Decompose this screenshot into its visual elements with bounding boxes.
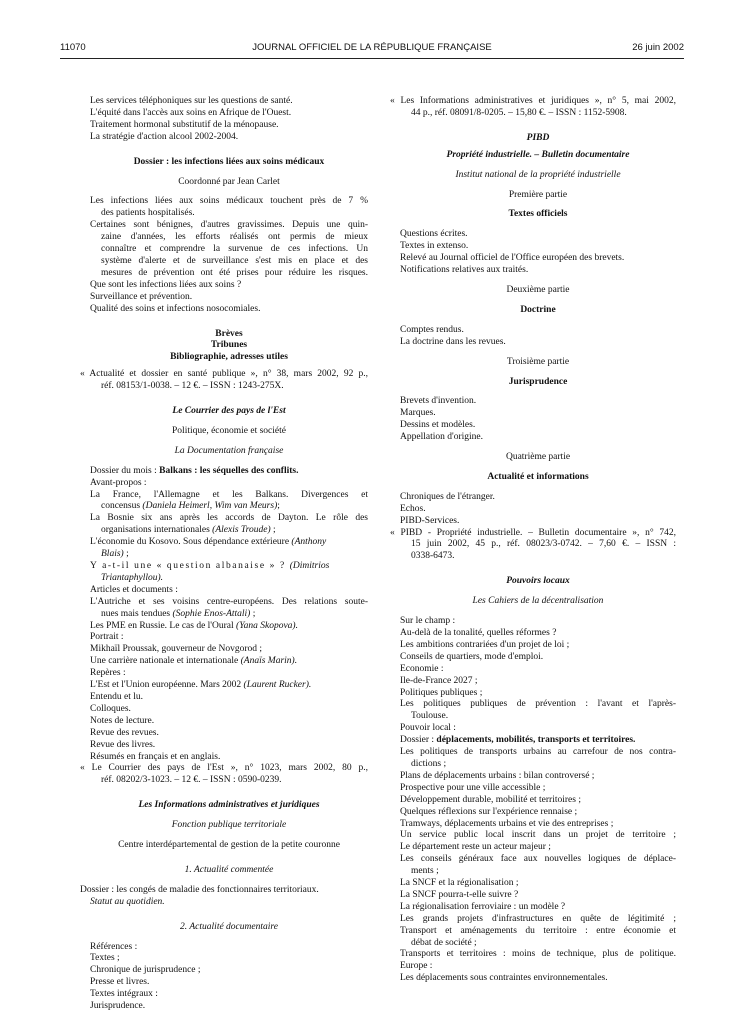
text-line xyxy=(90,680,368,692)
text-line: Textes intégraux : xyxy=(90,989,158,1000)
right-column xyxy=(390,96,676,985)
part-label: Quatrième partie xyxy=(505,452,571,463)
text-line: Avant-propos : xyxy=(90,477,147,488)
publication-subtitle: Fonction publique territoriale xyxy=(171,820,287,831)
part-title: Textes officiels xyxy=(508,209,568,220)
item-end: ; xyxy=(123,549,129,560)
text-line: Au-delà de la tonalité, quelles réformes ? xyxy=(400,628,557,638)
text-line: Plans de déplacements urbains : bilan controversé ; xyxy=(400,770,595,781)
publisher-name: La Documentation française xyxy=(174,445,284,456)
dossier-label: Dossier du mois : xyxy=(90,465,160,476)
text-line: Revue des livres. xyxy=(90,739,156,750)
publication-title: PIBD xyxy=(526,132,550,143)
publication-title: Pouvoirs locaux xyxy=(506,576,570,587)
text-line: Textes in extenso. xyxy=(400,241,469,252)
text-line: La France, l'Allemagne et les Balkans. Divergences et xyxy=(90,489,368,500)
text-line: Europe : xyxy=(400,961,433,972)
text-line: Statut au quotidien. xyxy=(90,896,165,907)
text-line: Certaines sont bénignes, d'autres gravissimes. Depuis une quin- xyxy=(90,220,368,231)
text-line: Que sont les infections liées aux soins ? xyxy=(90,279,242,290)
header-rule xyxy=(60,58,684,59)
text-line: Surveillance et prévention. xyxy=(90,291,193,302)
text-line: Notes de lecture. xyxy=(90,715,155,726)
text-line: Sur le champ : xyxy=(400,616,456,627)
dossier-title: déplacements, mobilités, transports et territoires. xyxy=(436,735,636,746)
author: (Anthony xyxy=(291,537,327,548)
item-text: Y a-t-il une « question albanaise » ? xyxy=(90,561,290,571)
reference-line: réf. 08202/3-1023. – 12 €. – ISSN : 0590-0239. xyxy=(101,775,282,786)
text-line: Les déplacements sous contraintes environnementales. xyxy=(400,973,608,984)
reference-line: réf. 08153/1-0038. – 12 €. – ISSN : 1243-275X. xyxy=(101,381,284,392)
text-line: Dessins et modèles. xyxy=(400,420,476,431)
text-line: Prospective pour une ville accessible ; xyxy=(400,782,546,793)
text-line: Les infections liées aux soins médicaux touchent près de 7 % xyxy=(90,196,368,207)
text-line: débat de société ; xyxy=(411,937,477,948)
text-line: Transports et territoires : moins de technique, plus de politique. xyxy=(400,949,676,960)
text-line: Transport et aménagements du territoire : entre économie et xyxy=(400,925,676,936)
text-line: Articles et documents : xyxy=(90,584,178,595)
author: (Alexis Troude) xyxy=(212,525,271,536)
text-line: Portrait : xyxy=(90,632,124,643)
item-end: ; xyxy=(270,525,276,536)
item-text: concensus xyxy=(101,501,143,512)
dossier-line xyxy=(90,466,368,478)
text-line: Jurisprudence. xyxy=(90,1001,146,1012)
text-line: Les politiques de transports urbains au carrefour de nos contra- xyxy=(400,747,676,758)
section-heading: Brèves xyxy=(215,328,243,339)
part-title: Jurisprudence xyxy=(508,376,568,387)
text-line: Presse et livres. xyxy=(90,977,150,988)
reference-line: 0338-6473. xyxy=(411,551,455,562)
issue-date: 26 juin 2002 xyxy=(632,42,684,53)
text-line: La SNCF pourra-t-elle suivre ? xyxy=(400,889,519,900)
publication-subtitle: Politique, économie et société xyxy=(172,425,286,436)
part-label: Deuxième partie xyxy=(506,284,570,295)
text-line: Echos. xyxy=(400,503,426,514)
text-line xyxy=(90,525,368,537)
text-line: Questions écrites. xyxy=(400,229,468,240)
text-line: L'Autriche et ses voisins centre-européens. Des relations soute- xyxy=(90,596,368,607)
author: (Yana Skopova). xyxy=(236,620,298,631)
author: (Laurent Rucker). xyxy=(243,680,312,691)
text-line xyxy=(90,609,368,621)
text-line: Traitement hormonal substitutif de la ménopause. xyxy=(90,119,279,130)
text-line: Résumés en français et en anglais. xyxy=(90,751,221,762)
text-line: Economie : xyxy=(400,663,444,674)
text-line: Centre interdépartemental de gestion de la petite couronne xyxy=(118,840,340,851)
text-line: Colloques. xyxy=(90,703,131,714)
text-line: Toulouse. xyxy=(411,711,449,722)
item-text: organisations internationales xyxy=(101,525,213,536)
text-line: Les politiques publiques de prévention : l'avant et l'après- xyxy=(400,699,676,710)
text-line: Revue des revues. xyxy=(90,727,159,738)
text-line: Repères : xyxy=(90,668,126,679)
text-line: Conseils de quartiers, mode d'emploi. xyxy=(400,651,544,662)
text-line: La régionalisation ferroviaire : un modèle ? xyxy=(400,901,566,912)
dossier-line xyxy=(400,735,676,747)
item-text: nues mais tendues xyxy=(101,608,173,619)
text-line: Brevets d'invention. xyxy=(400,396,477,407)
text-line: mesures de prévention ont été prises pour réduire les risques. xyxy=(101,267,368,278)
dossier-heading: Dossier : les infections liées aux soins médicaux xyxy=(133,156,325,167)
text-line: Chroniques de l'étranger. xyxy=(400,491,495,502)
text-line: système d'alerte et de surveillance s'est mis en place et des xyxy=(101,255,368,266)
part-label: Première partie xyxy=(508,189,568,200)
text-line: Pouvoir local : xyxy=(400,723,456,734)
text-line: La stratégie d'action alcool 2002-2004. xyxy=(90,131,239,142)
item-end: ; xyxy=(250,608,256,619)
text-line xyxy=(90,537,368,549)
text-line: des patients hospitalisés. xyxy=(101,208,195,219)
part-title: Doctrine xyxy=(520,304,556,315)
text-line: L'équité dans l'accès aux soins en Afrique de l'Ouest. xyxy=(90,107,292,118)
reference-line: 44 p., réf. 08091/8-0205. – 15,80 €. – ISSN : 1152-5908. xyxy=(411,107,627,118)
author: Triantaphyllou). xyxy=(101,572,164,583)
text-line: Comptes rendus. xyxy=(400,324,464,335)
dossier-label: Dossier : xyxy=(400,735,437,746)
text-line: connaître et comprendre la survenue de ces infections. Un xyxy=(101,244,368,255)
text-line: La Bosnie six ans après les accords de Dayton. Le rôle des xyxy=(90,513,368,524)
item-end: ; xyxy=(277,501,280,512)
publication-title: Les Informations administratives et juridiques xyxy=(138,800,320,811)
text-line: Développement durable, mobilité et territoires ; xyxy=(400,794,581,805)
coordinator-line: Coordonné par Jean Carlet xyxy=(178,176,280,187)
text-line xyxy=(90,501,368,513)
author: (Sophie Enos-Attali) xyxy=(172,608,251,619)
text-line: Tramways, déplacements urbains et vie des entreprises ; xyxy=(400,818,614,829)
text-line: Entendu et lu. xyxy=(90,691,144,702)
author: Blais) xyxy=(101,549,124,560)
text-line: Les ambitions contrariées d'un projet de loi ; xyxy=(400,639,570,650)
text-line: Qualité des soins et infections nosocomiales. xyxy=(90,303,261,314)
text-line xyxy=(90,621,368,633)
item-text: Une carrière nationale et internationale xyxy=(90,656,241,667)
text-line: zaine d'années, les efforts réalisés ont permis de mieux xyxy=(101,232,368,243)
reference-line: « Le Courrier des pays de l'Est », n° 1023, mars 2002, 80 p., xyxy=(80,763,368,774)
page-header xyxy=(60,42,684,58)
text-line: Les grands projets d'infrastructures en quête de légitimité ; xyxy=(400,913,676,924)
publication-title: Le Courrier des pays de l'Est xyxy=(172,406,286,417)
text-line: Textes ; xyxy=(90,953,120,964)
text-line: Les conseils généraux face aux nouvelles logiques de déplace- xyxy=(400,854,676,865)
reference-line: « Actualité et dossier en santé publique », n° 38, mars 2002, 92 p., xyxy=(80,369,368,380)
text-line: Marques. xyxy=(400,408,436,419)
section-heading: Tribunes xyxy=(210,340,248,351)
part-label: Troisième partie xyxy=(506,356,570,367)
text-line: Références : xyxy=(90,941,138,952)
item-text: Les PME en Russie. Le cas de l'Oural xyxy=(90,620,237,631)
text-line: Ile-de-France 2027 ; xyxy=(400,675,478,686)
text-line: PIBD-Services. xyxy=(400,515,460,526)
text-line: Appellation d'origine. xyxy=(400,432,483,443)
text-line: Mikhaïl Proussak, gouverneur de Novgorod ; xyxy=(90,644,263,655)
text-line xyxy=(90,656,368,668)
journal-title: JOURNAL OFFICIEL DE LA RÉPUBLIQUE FRANÇAISE xyxy=(252,42,492,53)
part-title: Actualité et informations xyxy=(487,471,589,482)
section-heading: Bibliographie, adresses utiles xyxy=(170,352,288,363)
reference-line: « Les Informations administratives et juridiques », n° 5, mai 2002, xyxy=(390,96,676,106)
text-line: Chronique de jurisprudence ; xyxy=(90,965,201,976)
page-number: 11070 xyxy=(60,42,86,53)
text-line: Politiques publiques ; xyxy=(400,687,483,698)
reference-line: « PIBD - Propriété industrielle. – Bulletin documentaire », n° 742, xyxy=(390,527,676,538)
text-line: La SNCF et la régionalisation ; xyxy=(400,878,519,889)
author: (Dimitrios xyxy=(289,561,330,571)
section-title: 1. Actualité commentée xyxy=(184,864,274,875)
publisher-name: Institut national de la propriété industrielle xyxy=(455,169,621,180)
author: (Daniela Heimerl, Wim van Meurs) xyxy=(142,501,278,512)
text-line: Un service public local inscrit dans un projet de territoire ; xyxy=(400,830,676,841)
section-title: 2. Actualité documentaire xyxy=(180,921,278,932)
text-line xyxy=(90,561,368,573)
publication-subtitle: Propriété industrielle. – Bulletin documentaire xyxy=(446,149,630,160)
text-line: Notifications relatives aux traités. xyxy=(400,265,529,276)
dossier-title: Balkans : les séquelles des conflits. xyxy=(159,465,299,476)
publication-subtitle: Les Cahiers de la décentralisation xyxy=(472,596,604,607)
text-line: Le département reste un acteur majeur ; xyxy=(400,842,551,853)
text-line: Relevé au Journal officiel de l'Office européen des brevets. xyxy=(400,253,625,264)
author: (Anaïs Marin). xyxy=(240,656,298,667)
text-line: dictions ; xyxy=(411,758,447,769)
reference-line: 15 juin 2002, 45 p., réf. 08023/3-0742. – 7,60 €. – ISSN : xyxy=(411,539,676,550)
text-line: Quelques réflexions sur l'expérience rennaise ; xyxy=(400,806,578,817)
item-text: L'économie du Kosovo. Sous dépendance extérieure xyxy=(90,537,292,548)
left-column xyxy=(80,96,368,1013)
text-line xyxy=(90,549,368,561)
text-line: La doctrine dans les revues. xyxy=(400,336,506,347)
text-line: Dossier : les congés de maladie des fonctionnaires territoriaux. xyxy=(80,884,319,895)
text-line: ments ; xyxy=(411,866,439,877)
item-text: L'Est et l'Union européenne. Mars 2002 xyxy=(90,680,244,691)
text-line: Les services téléphoniques sur les questions de santé. xyxy=(90,96,293,106)
